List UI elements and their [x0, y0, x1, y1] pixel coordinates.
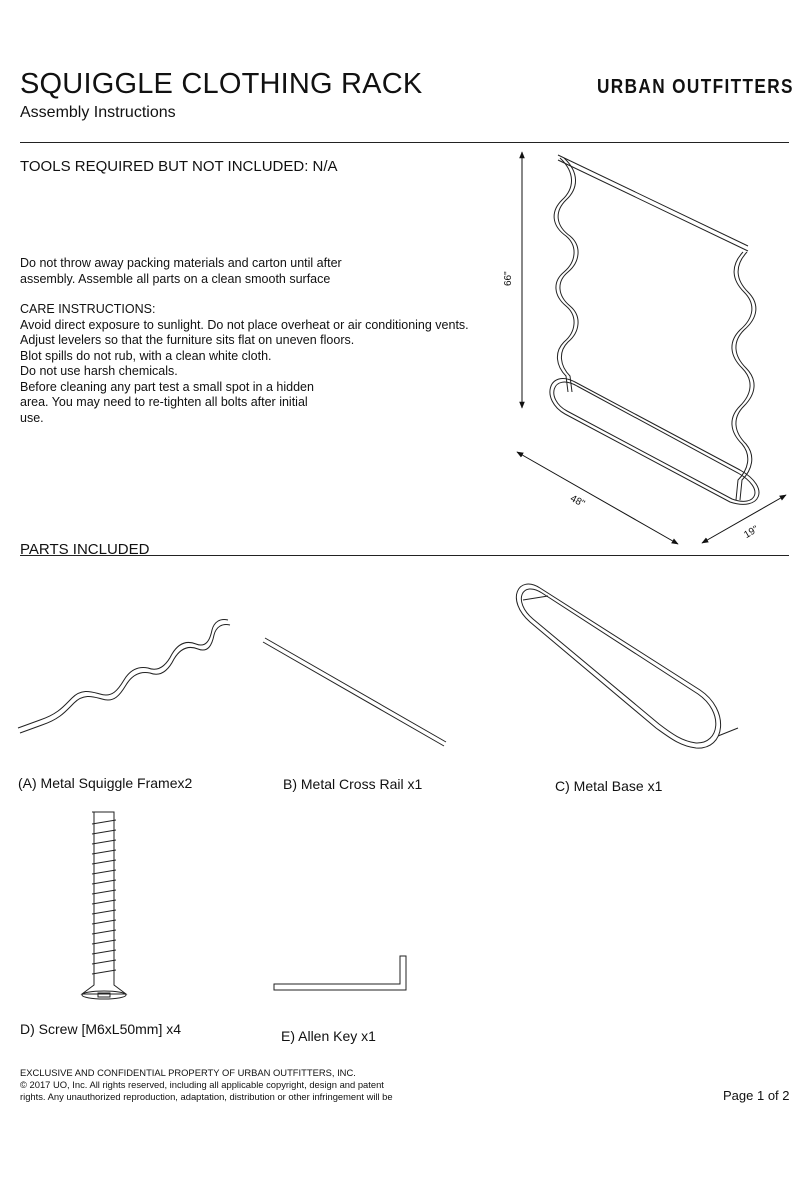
- care-line: use.: [20, 410, 44, 425]
- part-d-label: D) Screw [M6xL50mm] x4: [20, 1021, 182, 1037]
- brand-logo: URBAN OUTFITTERS: [597, 76, 794, 98]
- care-heading: CARE INSTRUCTIONS:: [20, 302, 156, 316]
- care-line: Before cleaning any part test a small spot in a hidden: [20, 379, 314, 394]
- page-title: SQUIGGLE CLOTHING RACK: [20, 68, 423, 100]
- parts-heading: PARTS INCLUDED: [20, 541, 150, 558]
- width-label: 48": [568, 493, 587, 510]
- part-a-label: (A) Metal Squiggle Framex2: [18, 775, 193, 791]
- care-line: area. You may need to re-tighten all bolts after initial: [20, 395, 308, 409]
- part-b-label: B) Metal Cross Rail x1: [283, 776, 423, 792]
- care-line: Avoid direct exposure to sunlight. Do not place overheat or air conditioning vents.: [20, 317, 469, 332]
- footer-line: rights. Any unauthorized reproduction, adaptation, distribution or other infringement will be: [20, 1091, 393, 1102]
- notes-line: Do not throw away packing materials and carton until after: [20, 256, 342, 270]
- care-line: Do not use harsh chemicals.: [20, 364, 178, 378]
- care-line: Blot spills do not rub, with a clean white cloth.: [20, 348, 272, 363]
- legal-footer: [20, 1067, 393, 1103]
- footer-line: © 2017 UO, Inc. All rights reserved, including all applicable copyright, design and patent: [20, 1079, 384, 1090]
- height-label: 66": [503, 271, 514, 286]
- page-subtitle: Assembly Instructions: [20, 104, 176, 121]
- care-line: Adjust levelers so that the furniture sits flat on uneven floors.: [20, 333, 355, 347]
- part-c-label: C) Metal Base x1: [555, 778, 663, 794]
- page-number: Page 1 of 2: [723, 1088, 790, 1103]
- tools-heading: TOOLS REQUIRED BUT NOT INCLUDED: N/A: [20, 158, 338, 175]
- part-e-label: E) Allen Key x1: [281, 1028, 376, 1044]
- footer-line: EXCLUSIVE AND CONFIDENTIAL PROPERTY OF URBAN OUTFITTERS, INC.: [20, 1067, 356, 1078]
- depth-label: 19": [742, 524, 761, 541]
- notes-line: assembly. Assemble all parts on a clean smooth surface: [20, 271, 331, 286]
